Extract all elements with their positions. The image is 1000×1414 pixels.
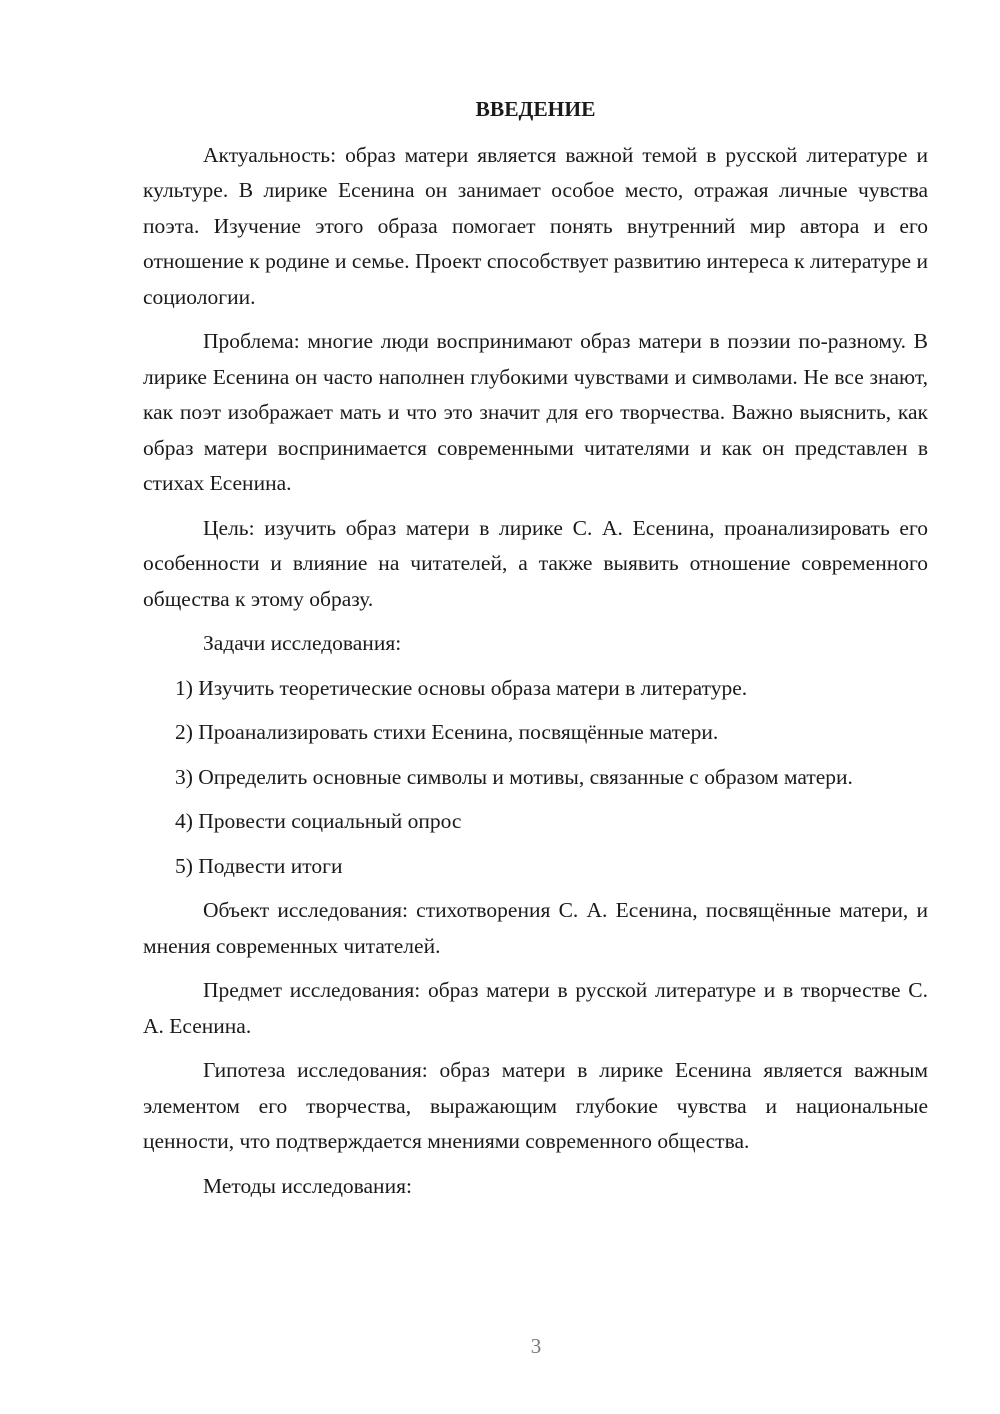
task-item-3: 3) Определить основные символы и мотивы, связанные с образом матери. xyxy=(175,764,853,789)
paragraph-methods-intro: Методы исследования: xyxy=(203,1173,412,1198)
paragraph-object: Объект исследования: стихотворения С. А. Есенина, посвящённые матери, и мнения современных читателей. xyxy=(143,898,928,958)
task-item-2: 2) Проанализировать стихи Есенина, посвящённые матери. xyxy=(175,720,719,744)
document-page xyxy=(143,92,928,1213)
task-item-1: 1) Изучить теоретические основы образа матери в литературе. xyxy=(175,675,748,700)
paragraph-relevance: Актуальность: образ матери является важной темой в русской литературе и культуре. В лирике Есенина он занимает особое место, отражая личные чувства поэта. Изучение этого образа помогает понять внутренний мир автора и его отношение к родине и семье. Проект способствует развитию интереса к литературе и социологии. xyxy=(143,142,928,309)
paragraph-problem: Проблема: многие люди воспринимают образ матери в поэзии по-разному. В лирике Есенина он часто наполнен глубокими чувствами и символами. Не все знают, как поэт изображает мать и что это значит для его творчества. Важно выяснить, как образ матери воспринимается современными читателями и как он представлен в стихах Есенина. xyxy=(143,329,928,495)
paragraph-goal: Цель: изучить образ матери в лирике С. А. Есенина, проанализировать его особенности и влияние на читателей, а также выявить отношение современного общества к этому образу. xyxy=(143,515,928,611)
paragraph-subject: Предмет исследования: образ матери в русской литературе и в творчестве С. А. Есенина. xyxy=(143,978,928,1038)
paragraph-tasks-intro: Задачи исследования: xyxy=(203,631,402,655)
page-title: ВВЕДЕНИЕ xyxy=(475,97,596,121)
task-item-4: 4) Провести социальный опрос xyxy=(175,809,462,833)
page-number: 3 xyxy=(530,1334,542,1358)
task-item-5: 5) Подвести итоги xyxy=(175,853,343,878)
paragraph-hypothesis: Гипотеза исследования: образ матери в лирике Есенина является важным элементом его творчества, выражающим глубокие чувства и национальные ценности, что подтверждается мнениями современного общества. xyxy=(143,1058,928,1153)
